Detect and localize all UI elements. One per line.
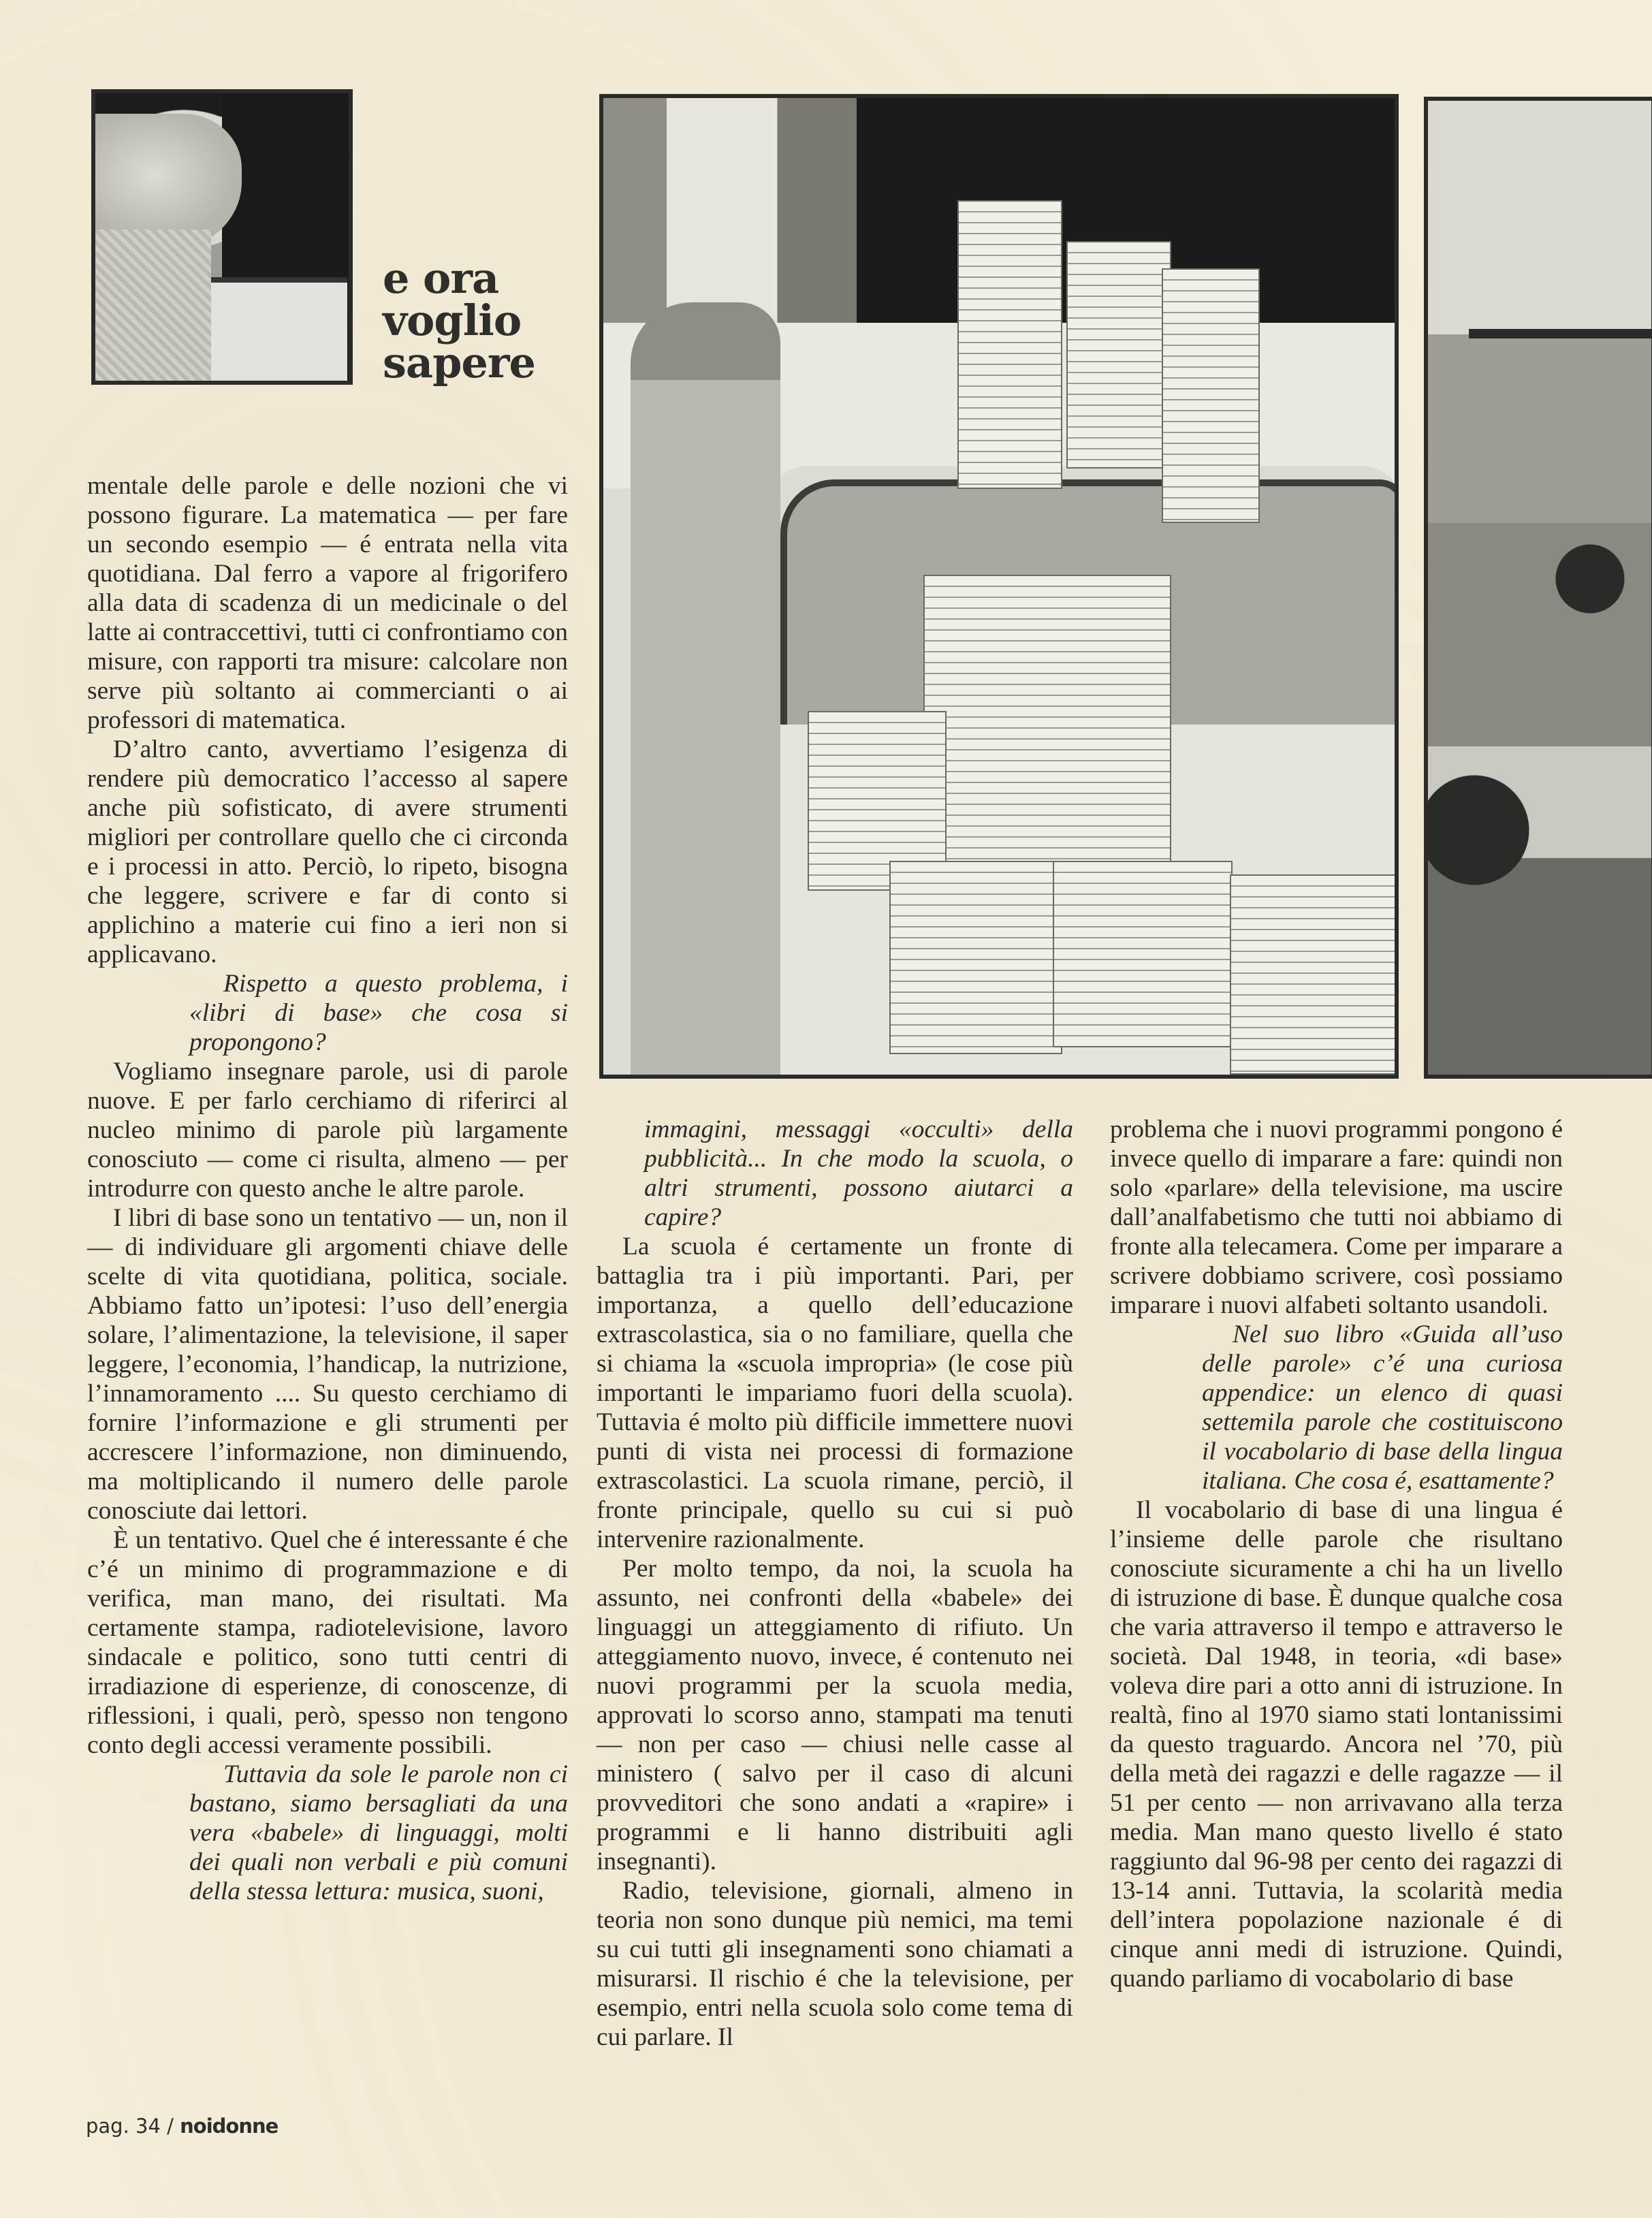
paragraph: Vogliamo insegnare parole, usi di parole nuove. E per farlo cerchiamo di riferirci al nucleo minimo di parole più largamente conosciuto — come ci risulta, almeno — per introdurre con questo anche le altre parole. bbox=[87, 1058, 568, 1203]
paragraph: problema che i nuovi programmi pongono é invece quello di imparare a fare: quindi non solo «parlare» della televisione, ma uscire dall’analfabetismo che tutti noi abbiamo di fronte alla telecamera. Come per imparare a scrivere dobbiamo scrivere, così possiamo imparare i nuovi alfabeti soltanto usandoli. bbox=[1110, 1115, 1563, 1319]
article-column-left bbox=[87, 471, 568, 1906]
interview-question: Rispetto a questo problema, i «libri di base» che cosa si propongono? bbox=[189, 970, 568, 1056]
paragraph: D’altro canto, avvertiamo l’esigenza di rendere più democratico l’accesso al sapere anche più sofisticato, di avere strumenti migliori per controllare quello che ci circonda e i processi in atto. Perciò, lo ripeto, bisogna che leggere, scrivere e far di conto si applichino a materie cui fino a ieri non si applicavano. bbox=[87, 735, 568, 968]
paragraph: mentale delle parole e delle nozioni che vi possono figurare. La matematica — per fare un secondo esempio — é entrata nella vita quotidiana. Dal ferro a vapore al frigorifero alla data di scadenza di un medicinale o del latte ai contraccettivi, tutti ci confrontiamo con misure, con rapporti tra misure: calcolare non serve più soltanto ai commercianti o ai professori di matematica. bbox=[87, 472, 568, 734]
article-headline bbox=[383, 253, 535, 387]
portrait-illustrated-page bbox=[211, 277, 347, 385]
woman-figure bbox=[631, 302, 780, 1079]
book-stack bbox=[957, 200, 1062, 489]
headline-line-2: voglio bbox=[383, 296, 522, 345]
book-stack bbox=[889, 861, 1062, 1054]
interview-question: Nel suo libro «Guida all’uso delle parole» c’é una curiosa appendice: un elenco di quasi settemila parole che costituiscono il vocabolario di base della lingua italiana. Che cosa é, esattamente? bbox=[1202, 1320, 1563, 1495]
portrait-sweater bbox=[95, 229, 211, 385]
books-on-car-photo bbox=[599, 94, 1399, 1079]
paragraph: È un tentativo. Quel che é interessante é che c’é un minimo di programmazione e di verifica, man mano, dei risultati. Ma certamente stampa, radiotelevisione, lavoro sindacale e politico, sono tutti centri di irradiazione di esperienze, di conoscenze, di riflessioni, i quali, però, spesso non tengono conto degli accessi veramente possibili. bbox=[87, 1526, 568, 1759]
article-column-middle bbox=[597, 1115, 1073, 2052]
page-number: pag. 34 / bbox=[86, 2114, 174, 2138]
portrait-photo bbox=[91, 89, 353, 385]
book-stack bbox=[1066, 241, 1171, 469]
paragraph: Per molto tempo, da noi, la scuola ha assunto, nei confronti della «babele» dei linguaggi un atteggiamento di rifiuto. Un atteggiamento nuovo, invece, é contenuto nei nuovi programmi per la scuola media, approvati lo scorso anno, stampati ma tenuti — non per caso — chiusi nelle casse al ministero ( salvo per il caso di alcuni provveditori che sono andati a «rapire» i programmi e li hanno distribuiti agli insegnanti). bbox=[597, 1555, 1073, 1875]
page-footer bbox=[86, 2114, 278, 2138]
coat-hooks bbox=[1469, 329, 1652, 338]
paragraph: La scuola é certamente un fronte di battaglia tra i più importanti. Pari, per importanza, a quello dell’educazione extrascolastica, sia o no familiare, quella che si chiama la «scuola impropria» (le cose più importanti le impariamo fuori della scuola). Tuttavia é molto più difficile immettere nuovi punti di vista nei processi di formazione extrascolastici. La scuola rimane, perciò, il fronte principale, quello su cui si può intervenire razionalmente. bbox=[597, 1233, 1073, 1553]
paragraph: Radio, televisione, giornali, almeno in teoria non sono dunque più nemici, ma temi su cui tutti gli insegnamenti sono chiamati a misurarsi. Il rischio é che la televisione, per esempio, entri nella scuola solo come tema di cui parlare. Il bbox=[597, 1877, 1073, 2051]
book-stack bbox=[1053, 861, 1233, 1047]
interview-question: Tuttavia da sole le parole non ci bastano, siamo bersagliati da una vera «babele» di linguaggi, molti dei quali non verbali e più comuni della stessa lettura: musica, suoni, bbox=[189, 1760, 568, 1905]
paragraph: I libri di base sono un tentativo — un, non il — di individuare gli argomenti chiave delle scelte di vita quotidiana, politica, sociale. Abbiamo fatto un’ipotesi: l’uso dell’energia solare, l’alimentazione, la televisione, il saper leggere, l’economia, l’handicap, la nutrizione, l’innamoramento .... Su questo cerchiamo di fornire l’informazione e gli strumenti per accrescere l’informazione, non diminuendo, ma moltiplicando il numero delle parole conosciute dai lettori. bbox=[87, 1204, 568, 1525]
magazine-brand: noidonne bbox=[180, 2114, 279, 2138]
headline-line-1: e ora bbox=[383, 253, 499, 303]
paragraph: Il vocabolario di base di una lingua é l’insieme delle parole che risultano conosciute sicuramente a chi ha un livello di istruzione di base. È dunque qualche cosa che varia attraverso il tempo e attraverso le società. Dal 1948, in teoria, «di base» voleva dire pari a otto anni di istruzione. In realtà, fino al 1970 siamo stati lontanissimi da questo traguardo. Ancora nel ’70, più della metà dei ragazzi e delle ragazze — il 51 per cento — non arrivavano alla terza media. Man mano questo livello é stato raggiunto dal 96-98 per cento dei ragazzi di 13-14 anni. Tuttavia, la scolarità media dell’intera popolazione nazionale é di cinque anni medi di istruzione. Quindi, quando parliamo di vocabolario di base bbox=[1110, 1496, 1563, 1993]
children-at-desks bbox=[1428, 523, 1652, 1079]
book-stack bbox=[1162, 268, 1260, 523]
article-column-right bbox=[1110, 1115, 1563, 1993]
book-stack bbox=[923, 575, 1171, 877]
headline-line-3: sapere bbox=[383, 338, 535, 387]
book-stack bbox=[1230, 874, 1399, 1075]
classroom-photo bbox=[1424, 97, 1652, 1079]
interview-question: immagini, messaggi «occulti» della pubblicità... In che modo la scuola, o altri strumenti, possono aiutarci a capire? bbox=[644, 1115, 1073, 1231]
